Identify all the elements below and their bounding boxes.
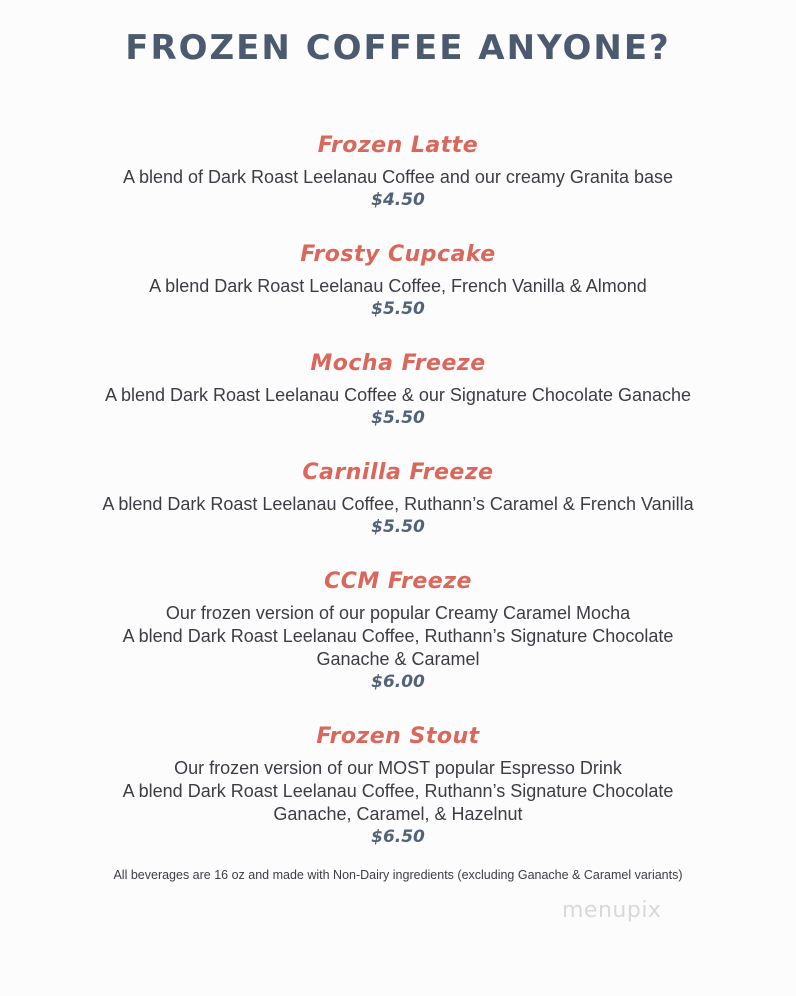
item-price: $6.50 — [371, 827, 425, 847]
item-name: Frosty Cupcake — [300, 242, 496, 267]
item-description: A blend of Dark Roast Leelanau Coffee and our creamy Granita base — [122, 167, 673, 187]
item-description: Our frozen version of our MOST popular Espresso Drink — [174, 758, 622, 778]
item-description: A blend Dark Roast Leelanau Coffee, Ruthann’s Caramel & French Vanilla — [102, 494, 694, 514]
footnote: All beverages are 16 oz and made with Non-Dairy ingredients (excluding Ganache & Caramel variants) — [113, 868, 683, 882]
item-name: Frozen Stout — [316, 724, 480, 749]
item-name: Carnilla Freeze — [302, 460, 494, 485]
item-description: Our frozen version of our popular Creamy Caramel Mocha — [165, 603, 631, 623]
item-price: $5.50 — [371, 408, 425, 428]
item-price: $5.50 — [371, 299, 425, 319]
menu-item — [0, 457, 796, 538]
item-price: $5.50 — [371, 517, 425, 537]
page-title: FROZEN COFFEE ANYONE? — [125, 28, 671, 68]
menu-item — [0, 239, 796, 320]
item-price: $4.50 — [371, 190, 425, 210]
item-name: Mocha Freeze — [310, 351, 486, 376]
menu-item — [0, 130, 796, 211]
item-name: Frozen Latte — [317, 133, 479, 158]
item-description: Ganache & Caramel — [316, 649, 480, 669]
item-description: A blend Dark Roast Leelanau Coffee, Ruthann’s Signature Chocolate — [122, 626, 674, 646]
watermark: menupix — [562, 898, 662, 923]
item-price: $6.00 — [371, 672, 425, 692]
item-name: CCM Freeze — [324, 569, 472, 594]
item-description: A blend Dark Roast Leelanau Coffee, Ruthann’s Signature Chocolate — [122, 781, 674, 801]
menu-item — [0, 566, 796, 693]
item-description: Ganache, Caramel, & Hazelnut — [273, 804, 523, 824]
item-description: A blend Dark Roast Leelanau Coffee, French Vanilla & Almond — [149, 276, 647, 296]
item-description: A blend Dark Roast Leelanau Coffee & our Signature Chocolate Ganache — [104, 385, 692, 405]
menu-item — [0, 721, 796, 848]
menu-item — [0, 348, 796, 429]
